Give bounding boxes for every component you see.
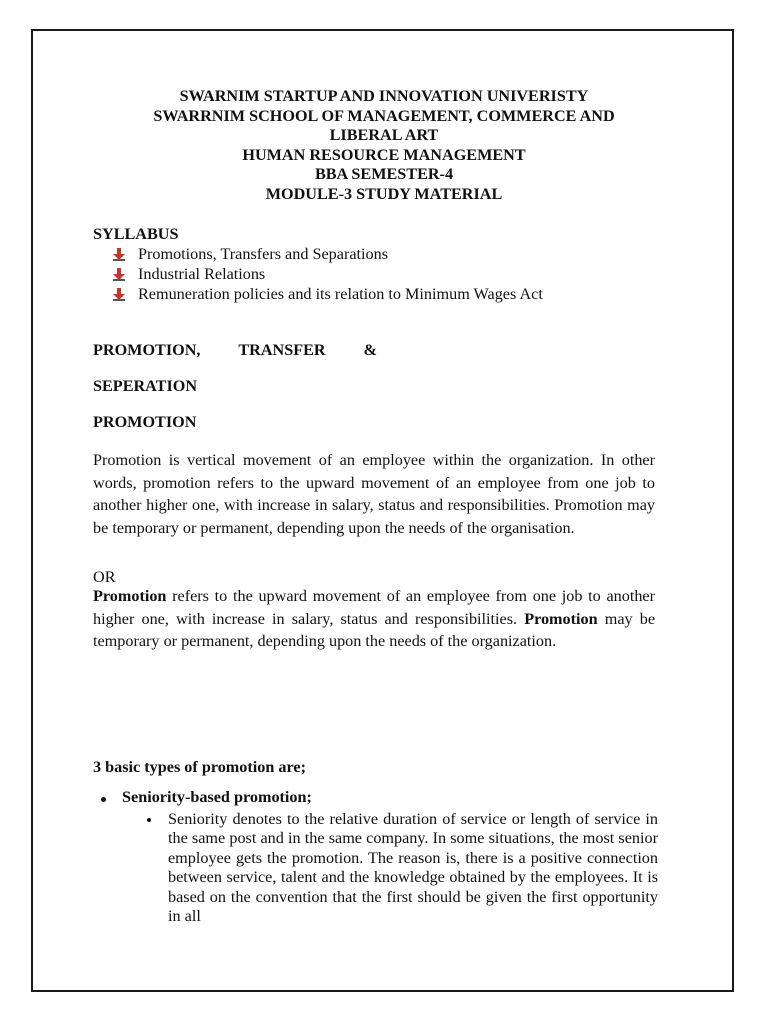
syllabus-item (93, 284, 693, 304)
or-separator: OR (93, 568, 116, 586)
promotion-alt-definition-paragraph (93, 585, 655, 653)
heading-word: TRANSFER (238, 341, 326, 359)
promotion-definition-paragraph: Promotion is vertical movement of an employee within the organization. In other words, promotion refers to the upward movement of an employee from one job to another higher one, with increase in salary, status and responsibilities. Promotion may be temporary or permanent, depending upon the needs of the organisation. (93, 451, 655, 537)
syllabus-item (93, 244, 693, 264)
seniority-promotion-description: Seniority denotes to the relative duration of service or length of service in the same post and in the same company. In some situations, the most senior employee gets the promotion. The reason is, there is a positive connection between service, talent and the knowledge obtained by the employees. It is based on the convention that the first should be given the first opportunity in all (168, 810, 658, 926)
seniority-promotion-title: Seniority-based promotion; (122, 788, 312, 806)
down-arrow-bullet-icon (113, 288, 125, 301)
syllabus-item-label: Promotions, Transfers and Separations (138, 245, 388, 263)
bullet-dot-icon (101, 797, 106, 802)
paragraph-text: refers to the upward movement of an employee from one job to another higher one, with increase in salary, status and responsibilities. (93, 587, 655, 628)
school-name-line1: SWARRNIM SCHOOL OF MANAGEMENT, COMMERCE AND (153, 106, 615, 125)
syllabus-item-label: Industrial Relations (138, 265, 266, 283)
bold-term: Promotion (524, 609, 598, 628)
syllabus-section (93, 224, 693, 304)
bold-term: Promotion (93, 587, 167, 605)
down-arrow-bullet-icon (113, 268, 125, 281)
semester: BBA SEMESTER-4 (314, 165, 454, 184)
syllabus-title: SYLLABUS (93, 225, 179, 243)
promotion-types-title: 3 basic types of promotion are; (93, 758, 306, 776)
subject-name: HUMAN RESOURCE MANAGEMENT (242, 145, 526, 164)
syllabus-list (93, 244, 693, 304)
university-name: SWARNIM STARTUP AND INNOVATION UNIVERISTY (179, 87, 589, 105)
bullet-dot-icon (147, 818, 151, 822)
section-heading (93, 340, 377, 360)
module-title: MODULE-3 STUDY MATERIAL (265, 184, 503, 203)
heading-word: PROMOTION, (93, 341, 201, 359)
promotion-subheading: PROMOTION (93, 413, 197, 431)
document-header (0, 87, 768, 205)
down-arrow-bullet-icon (113, 248, 125, 261)
syllabus-item (93, 264, 693, 284)
section-heading-line2: SEPERATION (93, 377, 198, 395)
heading-word: & (363, 341, 377, 359)
school-name-line2: LIBERAL ART (329, 126, 439, 145)
paragraph-text: may be temporary or permanent, depending upon the needs of the organization. (93, 609, 656, 651)
syllabus-item-label: Remuneration policies and its relation to Minimum Wages Act (138, 285, 543, 303)
